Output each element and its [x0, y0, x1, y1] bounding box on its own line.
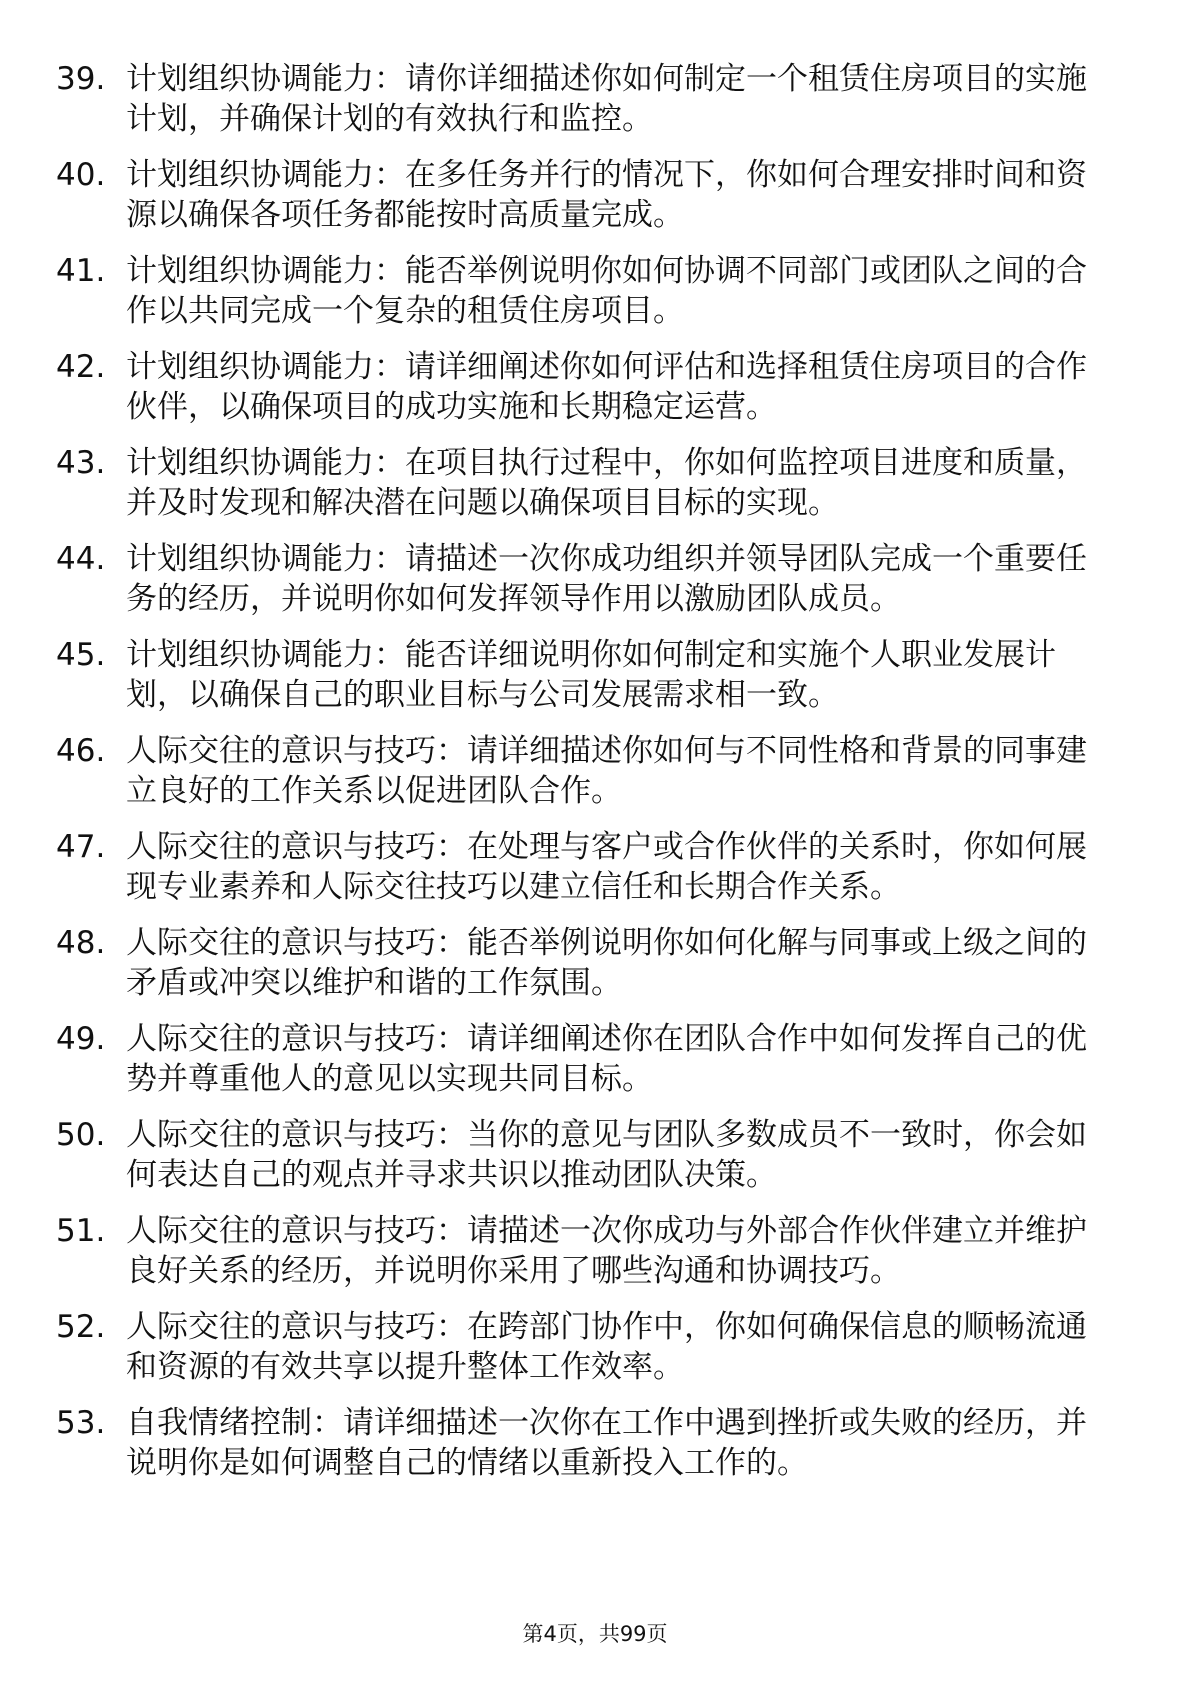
question-item: [0, 142, 1190, 238]
question-item: [0, 1294, 1190, 1390]
question-text: 人际交往的意识与技巧：能否举例说明你如何化解与同事或上级之间的矛盾或冲突以维护和谐的工作氛围。: [126, 925, 1087, 1001]
question-text: 人际交往的意识与技巧：在处理与客户或合作伙伴的关系时，你如何展现专业素养和人际交往技巧以建立信任和长期合作关系。: [126, 829, 1087, 905]
question-item: [0, 46, 1190, 142]
question-text: 计划组织协调能力：请描述一次你成功组织并领导团队完成一个重要任务的经历，并说明你如何发挥领导作用以激励团队成员。: [126, 541, 1087, 617]
question-text: 计划组织协调能力：在多任务并行的情况下，你如何合理安排时间和资源以确保各项任务都能按时高质量完成。: [126, 157, 1087, 233]
question-text: 计划组织协调能力：能否详细说明你如何制定和实施个人职业发展计划，以确保自己的职业目标与公司发展需求相一致。: [126, 637, 1056, 713]
question-item: [0, 526, 1190, 622]
question-number: 39.: [56, 61, 106, 97]
question-text: 人际交往的意识与技巧：请描述一次你成功与外部合作伙伴建立并维护良好关系的经历，并说明你采用了哪些沟通和协调技巧。: [126, 1213, 1087, 1289]
question-text: 人际交往的意识与技巧：在跨部门协作中，你如何确保信息的顺畅流通和资源的有效共享以提升整体工作效率。: [126, 1309, 1087, 1385]
question-number: 44.: [56, 541, 106, 577]
question-item: [0, 622, 1190, 718]
question-number: 42.: [56, 349, 106, 385]
question-item: [0, 1006, 1190, 1102]
question-number: 49.: [56, 1021, 106, 1057]
question-number: 43.: [56, 445, 106, 481]
question-text: 人际交往的意识与技巧：当你的意见与团队多数成员不一致时，你会如何表达自己的观点并寻求共识以推动团队决策。: [126, 1117, 1087, 1193]
question-number: 41.: [56, 253, 106, 289]
question-text: 计划组织协调能力：能否举例说明你如何协调不同部门或团队之间的合作以共同完成一个复杂的租赁住房项目。: [126, 253, 1087, 329]
question-number: 47.: [56, 829, 106, 865]
question-item: [0, 814, 1190, 910]
question-number: 53.: [56, 1405, 106, 1441]
question-item: [0, 910, 1190, 1006]
question-item: [0, 430, 1190, 526]
question-item: [0, 334, 1190, 430]
question-item: [0, 1102, 1190, 1198]
question-number: 50.: [56, 1117, 106, 1153]
question-text: 计划组织协调能力：在项目执行过程中，你如何监控项目进度和质量，并及时发现和解决潜在问题以确保项目目标的实现。: [126, 445, 1087, 521]
question-text: 计划组织协调能力：请你详细描述你如何制定一个租赁住房项目的实施计划，并确保计划的有效执行和监控。: [126, 61, 1087, 137]
question-text: 人际交往的意识与技巧：请详细描述你如何与不同性格和背景的同事建立良好的工作关系以促进团队合作。: [126, 733, 1087, 809]
question-item: [0, 1198, 1190, 1294]
question-number: 46.: [56, 733, 106, 769]
question-item: [0, 1390, 1190, 1486]
question-text: 计划组织协调能力：请详细阐述你如何评估和选择租赁住房项目的合作伙伴，以确保项目的成功实施和长期稳定运营。: [126, 349, 1087, 425]
question-number: 52.: [56, 1309, 106, 1345]
question-number: 48.: [56, 925, 106, 961]
question-number: 51.: [56, 1213, 106, 1249]
question-number: 45.: [56, 637, 106, 673]
question-text: 人际交往的意识与技巧：请详细阐述你在团队合作中如何发挥自己的优势并尊重他人的意见以实现共同目标。: [126, 1021, 1087, 1097]
page-footer: 第4页，共99页: [522, 1622, 668, 1646]
question-item: [0, 718, 1190, 814]
question-item: [0, 238, 1190, 334]
question-text: 自我情绪控制：请详细描述一次你在工作中遇到挫折或失败的经历，并说明你是如何调整自己的情绪以重新投入工作的。: [126, 1405, 1087, 1481]
question-number: 40.: [56, 157, 106, 193]
question-list: [0, 46, 1190, 1486]
